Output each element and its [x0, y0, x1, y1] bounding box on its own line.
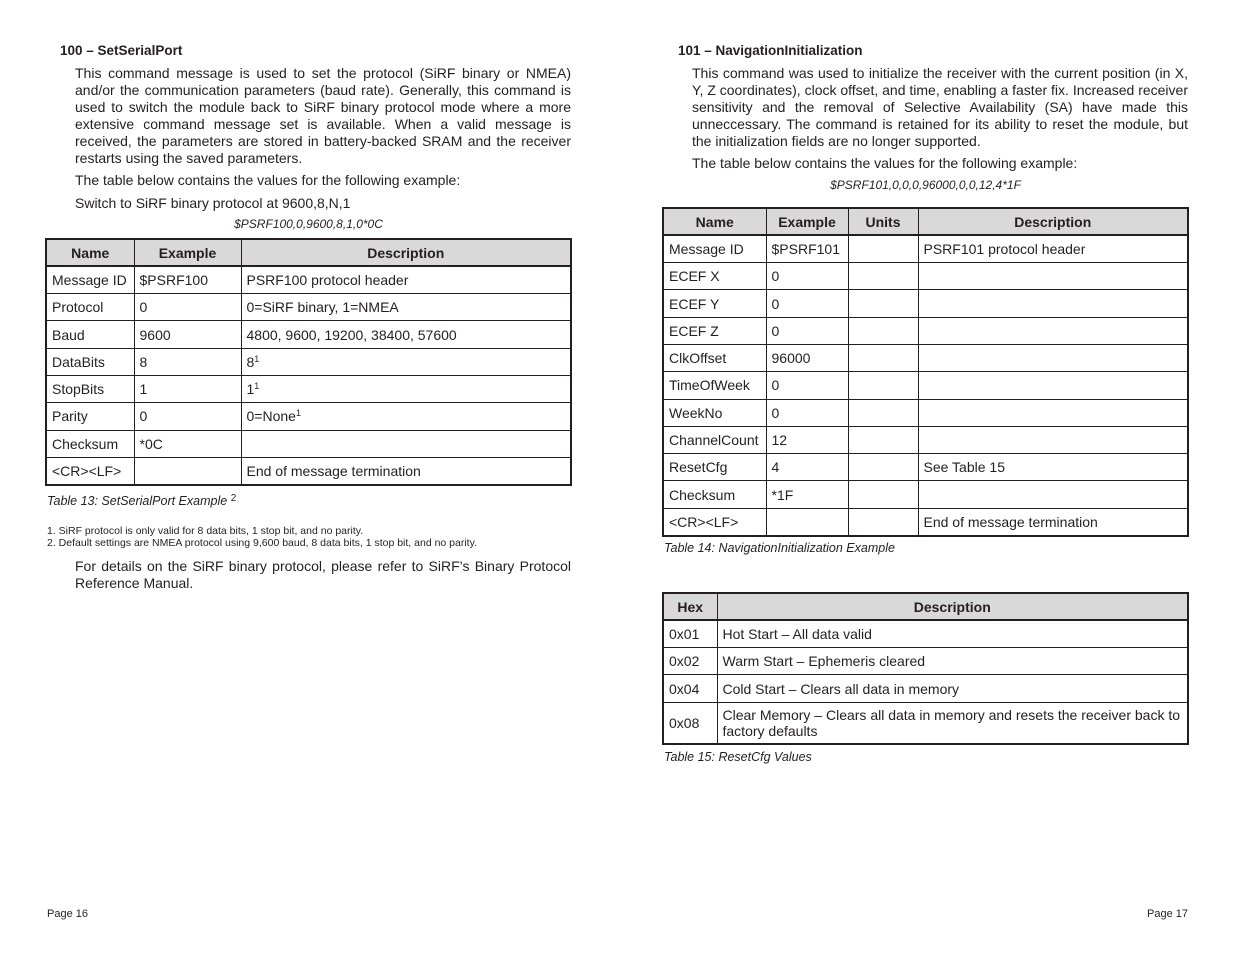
table-row [46, 457, 571, 484]
setserialport-description: This command message is used to set the protocol (SiRF binary or NMEA) and/or the communication parameters (baud rate). Generally, this command is used to switch the module back to SiRF binary protocol mode where a more extensive command message set is available. When a valid message is received, the parameters are stored in battery-backed SRAM and the receiver restarts using the saved parameters. [75, 65, 571, 166]
cell-description [918, 426, 1188, 453]
table-row [663, 426, 1188, 453]
cell-description: End of message termination [918, 508, 1188, 535]
column-header-description: Description [241, 239, 571, 266]
navigationinitialization-table [662, 207, 1189, 537]
cell-name: Message ID [663, 235, 766, 262]
cell-example: 0 [766, 290, 848, 317]
table-row [663, 620, 1188, 647]
cell-description [918, 290, 1188, 317]
cell-description: See Table 15 [918, 454, 1188, 481]
table-row [46, 403, 571, 430]
example-command: $PSRF100,0,9600,8,1,0*0C [234, 217, 383, 231]
cell-hex: 0x02 [663, 648, 717, 675]
cell-units [848, 290, 918, 317]
cell-description: End of message termination [241, 457, 571, 484]
table-row [663, 481, 1188, 508]
cell-example [134, 457, 241, 484]
cell-name: WeekNo [663, 399, 766, 426]
table-13-caption: Table 13: SetSerialPort Example $^2$ [47, 493, 237, 508]
cell-description [918, 344, 1188, 371]
cell-description [918, 399, 1188, 426]
table-row [663, 344, 1188, 371]
cell-description [241, 430, 571, 457]
section-heading-navigationinitialization: 101 – NavigationInitialization [678, 43, 863, 58]
cell-name: Checksum [663, 481, 766, 508]
cell-name: ECEF X [663, 263, 766, 290]
cell-hex: 0x01 [663, 620, 717, 647]
cell-description: PSRF101 protocol header [918, 235, 1188, 262]
column-header-example: Example [134, 239, 241, 266]
cell-name: DataBits [46, 348, 134, 375]
cell-description: Warm Start – Ephemeris cleared [717, 648, 1188, 675]
footnote-ref: 2 [230, 493, 237, 504]
resetcfg-table [662, 592, 1189, 745]
cell-name: Message ID [46, 266, 134, 293]
cell-name: Baud [46, 321, 134, 348]
page-number: Page 17 [1147, 908, 1188, 920]
cell-units [848, 454, 918, 481]
table-row [663, 290, 1188, 317]
example-command: $PSRF101,0,0,0,96000,0,0,12,4*1F [830, 178, 1021, 192]
cell-description [918, 481, 1188, 508]
column-header-units: Units [848, 208, 918, 235]
page-17 [617, 0, 1235, 954]
cell-description: Cold Start – Clears all data in memory [717, 675, 1188, 702]
cell-description: $1^1$ [241, 375, 571, 402]
table-row [663, 454, 1188, 481]
cell-units [848, 481, 918, 508]
column-header-hex: Hex [663, 593, 717, 620]
cell-example: 0 [766, 372, 848, 399]
cell-description: 4800, 9600, 19200, 38400, 57600 [241, 321, 571, 348]
cell-units [848, 263, 918, 290]
footnote-ref: 1 [254, 381, 260, 392]
cell-name: ChannelCount [663, 426, 766, 453]
cell-example: 0 [766, 263, 848, 290]
table-intro-text: The table below contains the values for the following example: [75, 172, 461, 188]
table-row [663, 263, 1188, 290]
column-header-description: Description [918, 208, 1188, 235]
cell-name: StopBits [46, 375, 134, 402]
cell-description: $8^1$ [241, 348, 571, 375]
cell-units [848, 508, 918, 535]
cell-example: *0C [134, 430, 241, 457]
column-header-description: Description [717, 593, 1188, 620]
cell-name: Checksum [46, 430, 134, 457]
cell-example: 9600 [134, 321, 241, 348]
cell-example: 0 [134, 294, 241, 321]
cell-hex: 0x08 [663, 702, 717, 744]
column-header-name: Name [663, 208, 766, 235]
cell-units [848, 317, 918, 344]
table-row [663, 702, 1188, 744]
cell-name: ResetCfg [663, 454, 766, 481]
cell-units [848, 399, 918, 426]
navigationinitialization-description: This command was used to initialize the receiver with the current position (in X, Y, Z coordinates), clock offset, and time, enabling a faster fix. Increased receiver sensitivity and the removal of Selective Availability (SA) have made this unneccessary. The command is retained for its ability to reset the module, but the initialization fields are no longer supported. [692, 65, 1188, 149]
table-15-caption: Table 15: ResetCfg Values [664, 750, 812, 764]
column-header-name: Name [46, 239, 134, 266]
cell-name: ClkOffset [663, 344, 766, 371]
cell-name: <CR><LF> [663, 508, 766, 535]
cell-example: 12 [766, 426, 848, 453]
cell-units [848, 372, 918, 399]
cell-example: *1F [766, 481, 848, 508]
table-row [46, 294, 571, 321]
table-intro-text: The table below contains the values for the following example: [692, 155, 1078, 171]
page-number: Page 16 [47, 908, 88, 920]
cell-units [848, 235, 918, 262]
cell-description: Clear Memory – Clears all data in memory and resets the receiver back to factory defaults [717, 702, 1188, 744]
cell-example: 0 [134, 403, 241, 430]
footnote-1: 1. SiRF protocol is only valid for 8 data bits, 1 stop bit, and no parity. [47, 525, 364, 537]
table-row [46, 348, 571, 375]
table-row [663, 675, 1188, 702]
cell-description: 0=SiRF binary, 1=NMEA [241, 294, 571, 321]
footnotes [47, 525, 587, 549]
footnote-ref: 1 [254, 353, 260, 364]
footnote-2: 2. Default settings are NMEA protocol using 9,600 baud, 8 data bits, 1 stop bit, and no parity. [47, 537, 477, 549]
footnote-ref: 1 [295, 408, 301, 419]
setserialport-table [45, 238, 572, 486]
page-16 [0, 0, 617, 954]
table-header-row [46, 239, 571, 266]
cell-example: 0 [766, 399, 848, 426]
table-14-caption: Table 14: NavigationInitialization Example [664, 541, 895, 555]
cell-example: 0 [766, 317, 848, 344]
table-header-row [663, 208, 1188, 235]
cell-description [918, 372, 1188, 399]
table-row [663, 235, 1188, 262]
cell-example: 1 [134, 375, 241, 402]
cell-name: Protocol [46, 294, 134, 321]
cell-units [848, 344, 918, 371]
cell-example: 4 [766, 454, 848, 481]
table-row [663, 399, 1188, 426]
cell-description [918, 317, 1188, 344]
table-header-row [663, 593, 1188, 620]
cell-description: 0=None$^1$ [241, 403, 571, 430]
cell-name: ECEF Y [663, 290, 766, 317]
example-description: Switch to SiRF binary protocol at 9600,8,N,1 [75, 195, 351, 211]
cell-example: 96000 [766, 344, 848, 371]
section-heading-setserialport: 100 – SetSerialPort [60, 43, 183, 58]
table-row [46, 266, 571, 293]
table-row [46, 375, 571, 402]
table-row [663, 648, 1188, 675]
cell-name: Parity [46, 403, 134, 430]
table-row [663, 317, 1188, 344]
cell-hex: 0x04 [663, 675, 717, 702]
cell-description: Hot Start – All data valid [717, 620, 1188, 647]
cell-description [918, 263, 1188, 290]
cell-example: $PSRF101 [766, 235, 848, 262]
cell-units [848, 426, 918, 453]
cell-name: TimeOfWeek [663, 372, 766, 399]
column-header-example: Example [766, 208, 848, 235]
table-row [46, 430, 571, 457]
cell-name: <CR><LF> [46, 457, 134, 484]
cell-description: PSRF100 protocol header [241, 266, 571, 293]
cell-example: $PSRF100 [134, 266, 241, 293]
cell-example [766, 508, 848, 535]
table-row [663, 372, 1188, 399]
cell-example: 8 [134, 348, 241, 375]
cell-name: ECEF Z [663, 317, 766, 344]
closing-paragraph: For details on the SiRF binary protocol, please refer to SiRF’s Binary Protocol Reference Manual. [75, 558, 571, 591]
table-row [46, 321, 571, 348]
table-row [663, 508, 1188, 535]
